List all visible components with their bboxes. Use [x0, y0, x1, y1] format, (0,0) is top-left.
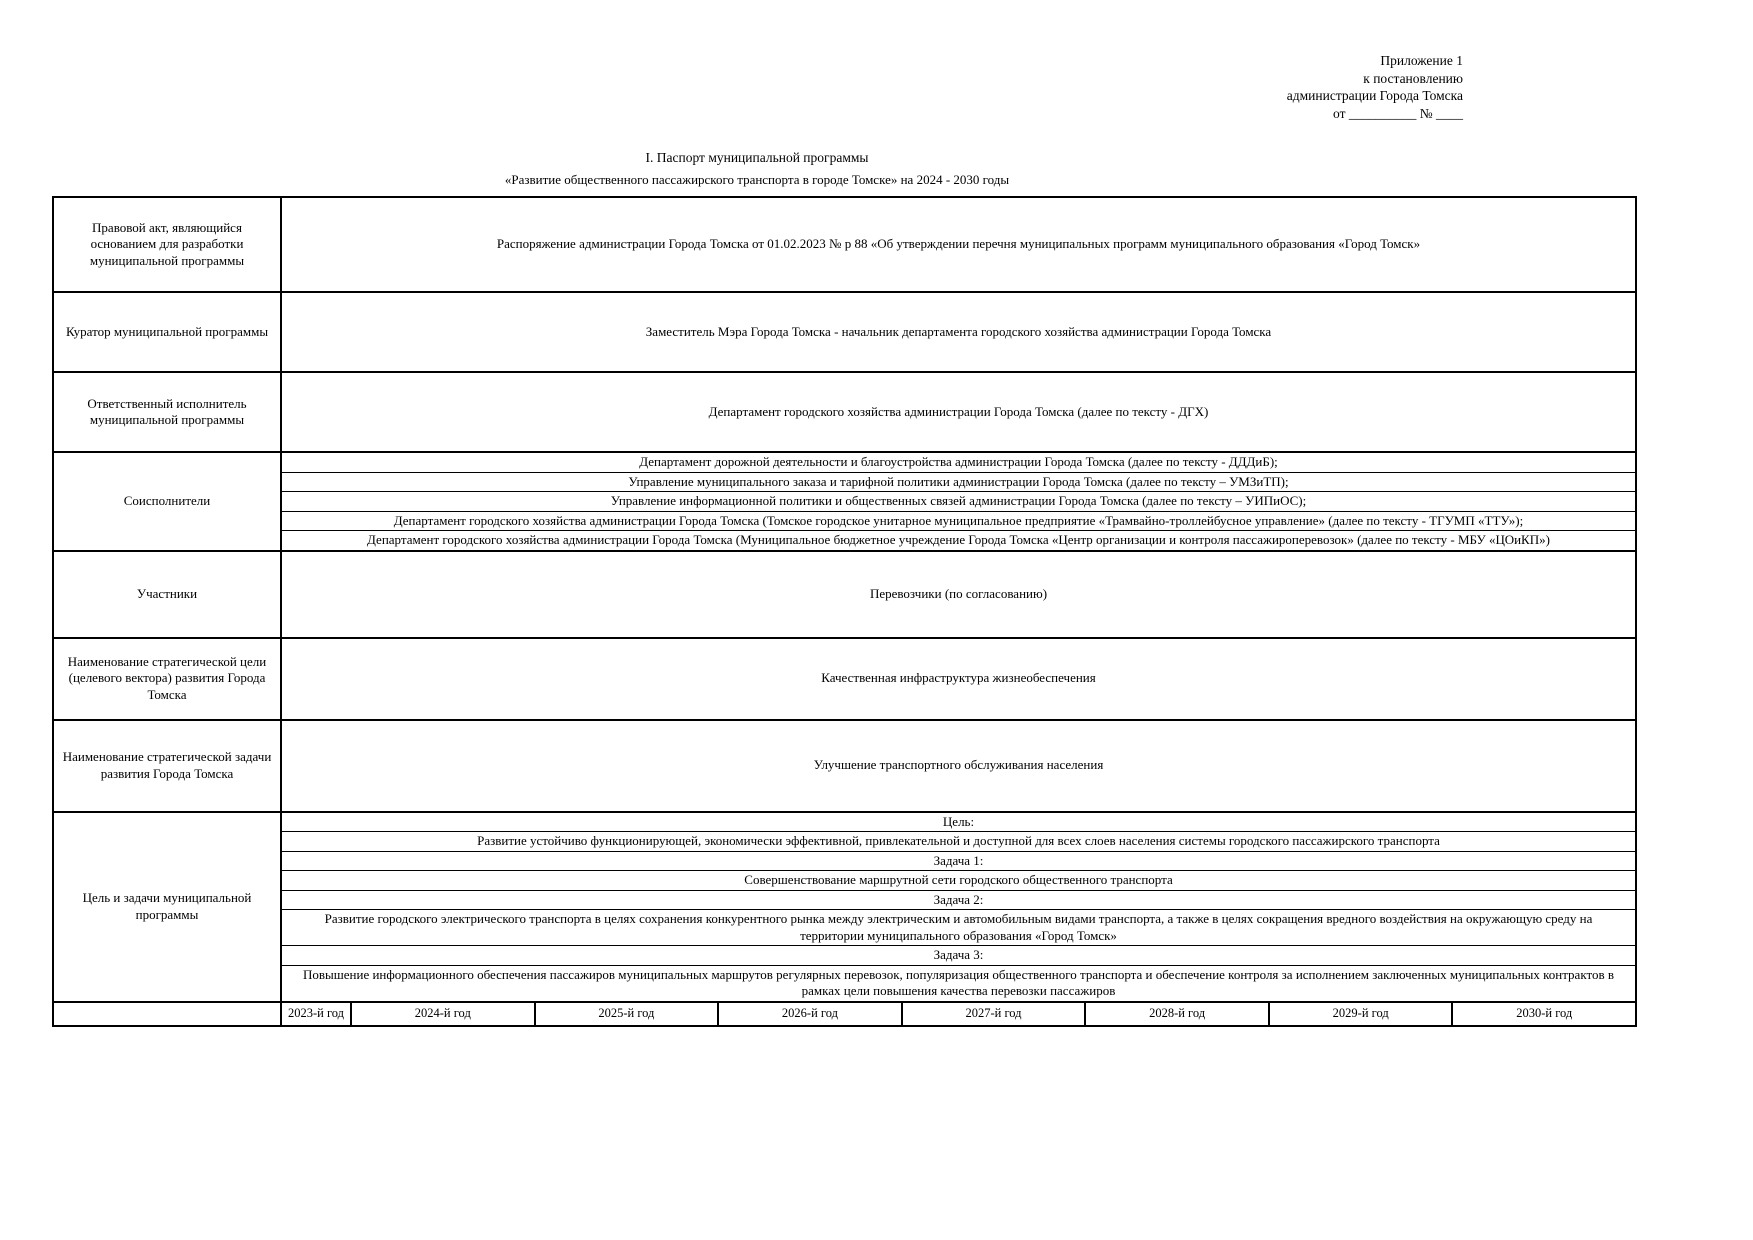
coexecutor-item: Управление информационной политики и общественных связей администрации Города Томска (далее по тексту – УИПиОС); [282, 492, 1635, 512]
row-label: Ответственный исполнитель муниципальной программы [54, 373, 282, 451]
task-3-text: Повышение информационного обеспечения пассажиров муниципальных маршрутов регулярных перевозок, популяризация общественного транспорта и обеспечение контроля за исполнением заключенных муниципальных контрактов в рамках цели повышения качества перевозки пассажиров [302, 966, 1614, 998]
table-row-goals-tasks [54, 813, 1635, 1003]
coexecutor-item: Департамент городского хозяйства администрации Города Томска (Муниципальное бюджетное учреждение Города Томска «Центр организации и контроля пассажироперевозок» (далее по тексту - МБУ «ЦОиКП») [367, 532, 1550, 547]
table-row-strategic-goal [54, 639, 1635, 721]
year-cell-2028: 2028-й год [1086, 1003, 1270, 1025]
row-label: Наименование стратегической цели (целевого вектора) развития Города Томска [54, 639, 282, 719]
year-cell-2029: 2029-й год [1270, 1003, 1454, 1025]
table-row-executor [54, 373, 1635, 453]
appendix-line-3: администрации Города Томска [1286, 88, 1463, 103]
coexecutor-item: Департамент городского хозяйства администрации Города Томска (Томское городское унитарное муниципальное предприятие «Трамвайно-троллейбусное управление» (далее по тексту - ТГУМП «ТТУ»); [282, 512, 1635, 532]
table-row-years [54, 1003, 1635, 1025]
row-value-list [282, 453, 1635, 550]
row-value: Качественная инфраструктура жизнеобеспечения [821, 670, 1096, 686]
row-value: Распоряжение администрации Города Томска от 01.02.2023 № р 88 «Об утверждении перечня муниципальных программ муниципального образования «Город Томск» [496, 236, 1421, 252]
row-value: Департамент городского хозяйства администрации Города Томска (далее по тексту - ДГХ) [708, 403, 1209, 419]
page-subtitle: «Развитие общественного пассажирского транспорта в городе Томске» на 2024 - 2030 годы [504, 172, 1010, 187]
year-header-cells [282, 1003, 1635, 1025]
row-value: Улучшение транспортного обслуживания населения [813, 757, 1104, 773]
row-label-empty [54, 1003, 282, 1025]
row-label: Цель и задачи муниципальной программы [54, 813, 282, 1001]
goal-heading: Цель: [282, 813, 1635, 833]
row-label: Куратор муниципальной программы [54, 293, 282, 371]
table-row-curator [54, 293, 1635, 373]
table-row-participants [54, 552, 1635, 639]
table-row-legal-act [54, 198, 1635, 293]
year-cell-2030: 2030-й год [1516, 1006, 1573, 1021]
table-row-coexecutors [54, 453, 1635, 552]
coexecutor-item: Управление муниципального заказа и тарифной политики администрации Города Томска (далее по тексту – УМЗиТП); [282, 473, 1635, 493]
appendix-line-2: к постановлению [1363, 70, 1463, 86]
program-passport-table [52, 196, 1637, 1027]
year-cell-2025: 2025-й год [536, 1003, 720, 1025]
row-label: Правовой акт, являющийся основанием для разработки муниципальной программы [54, 198, 282, 291]
year-cell-2023: 2023-й год [282, 1003, 352, 1025]
appendix-line-4: от __________ № ____ [1333, 105, 1463, 121]
task-1-text: Совершенствование маршрутной сети городского общественного транспорта [282, 871, 1635, 891]
year-cell-2024: 2024-й год [352, 1003, 536, 1025]
year-cell-2026: 2026-й год [719, 1003, 903, 1025]
row-value: Перевозчики (по согласованию) [869, 585, 1048, 601]
page-title: I. Паспорт муниципальной программы [645, 150, 869, 165]
task-3-heading: Задача 3: [282, 946, 1635, 966]
row-value: Заместитель Мэра Города Томска - начальник департамента городского хозяйства администрации Города Томска [645, 323, 1272, 339]
appendix-note [1043, 52, 1463, 122]
task-1-heading: Задача 1: [282, 852, 1635, 872]
table-row-strategic-task [54, 721, 1635, 813]
task-2-text: Развитие городского электрического транспорта в целях сохранения конкурентного рынка между электрическим и автомобильным видами транспорта, а также в целях сокращения вредного воздействия на окружающую среду на территории муниципального образования «Город Томск» [282, 910, 1635, 946]
coexecutor-item: Департамент дорожной деятельности и благоустройства администрации Города Томска (далее по тексту - ДДДиБ); [282, 453, 1635, 473]
task-2-heading: Задача 2: [282, 891, 1635, 911]
row-label: Наименование стратегической задачи развития Города Томска [54, 721, 282, 811]
appendix-line-1: Приложение 1 [1380, 53, 1463, 68]
row-label: Участники [54, 552, 282, 637]
year-cell-2027: 2027-й год [903, 1003, 1087, 1025]
row-value-list [282, 813, 1635, 1001]
row-label: Соисполнители [54, 453, 282, 550]
goal-text: Развитие устойчиво функционирующей, экономически эффективной, привлекательной и доступной для всех слоев населения системы городского пассажирского транспорта [282, 832, 1635, 852]
